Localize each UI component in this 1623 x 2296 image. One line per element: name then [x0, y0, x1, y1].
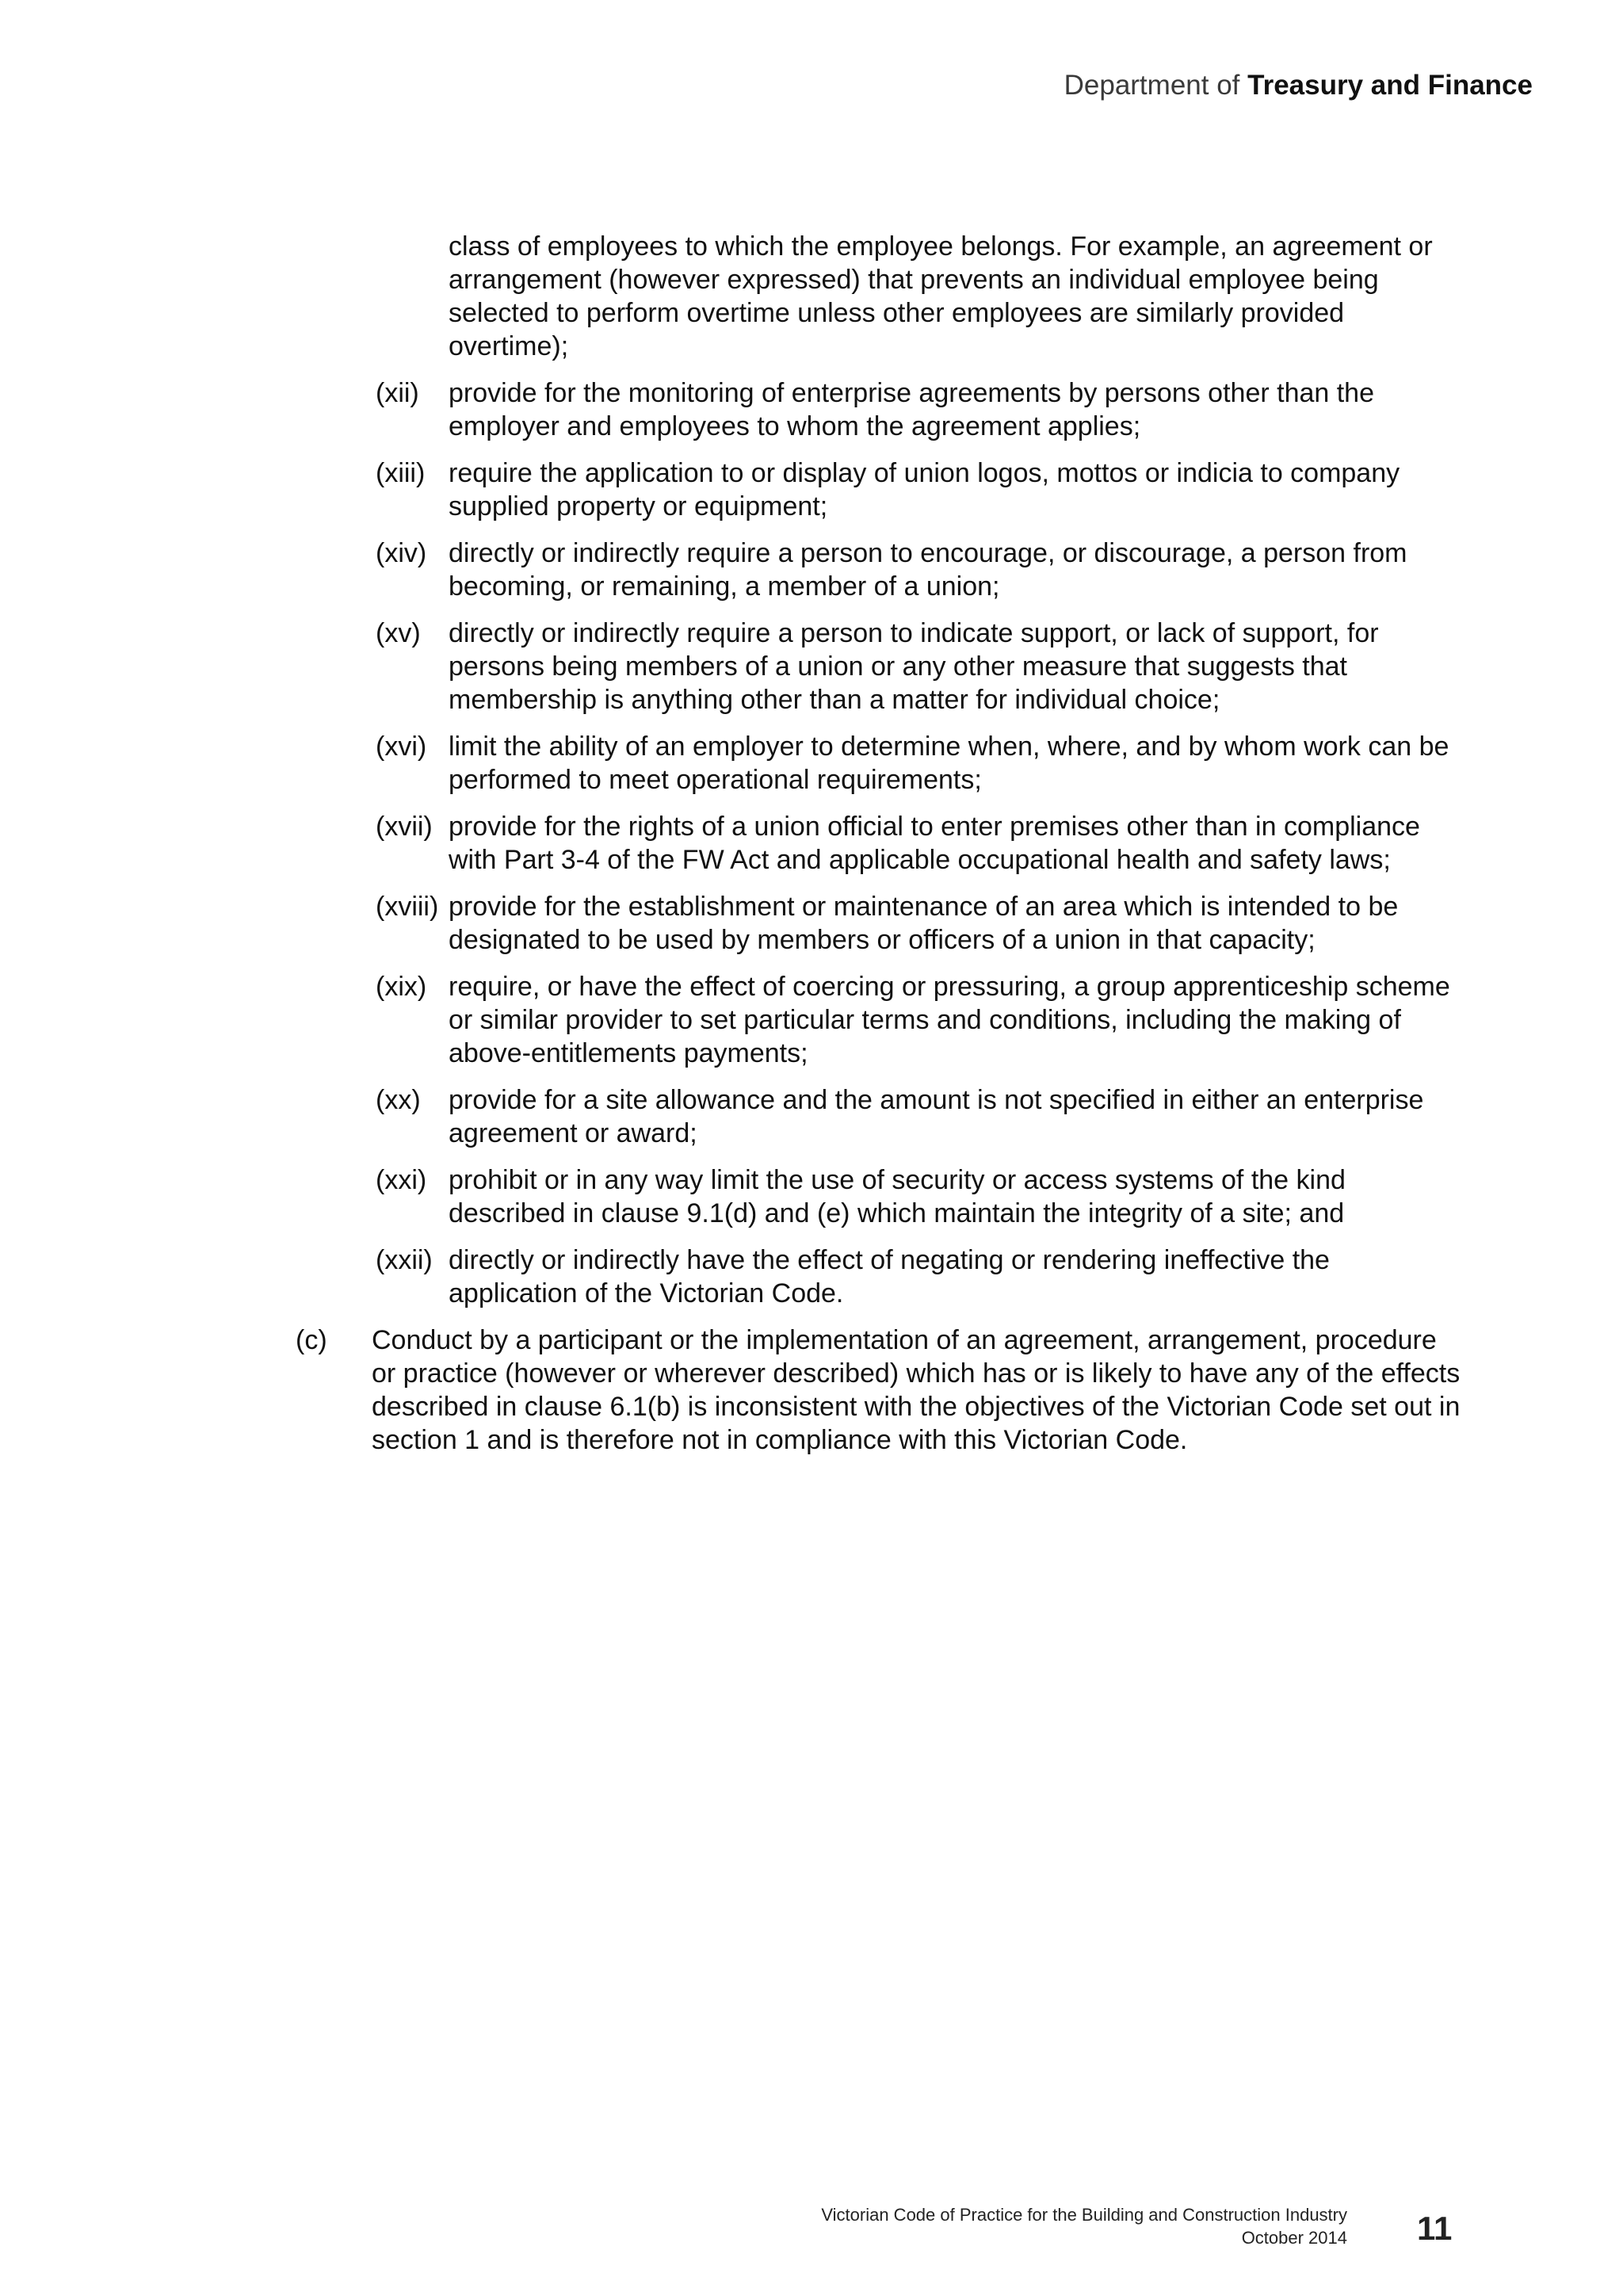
list-item-text: provide for the rights of a union official to enter premises other than in compliance with Part 3-4 of the FW Act and applicable occupational health and safety laws; [449, 812, 1420, 875]
list-item-marker: (xv) [376, 618, 421, 648]
list-item [376, 1244, 1463, 1310]
list-item-marker: (xxi) [376, 1165, 427, 1195]
footer-date: October 2014 [1241, 2228, 1347, 2248]
list-item-marker: (xii) [376, 378, 419, 408]
clause-item-c [296, 1324, 1465, 1457]
list-item-text: directly or indirectly require a person to encourage, or discourage, a person from becoming, or remaining, a member of a union; [449, 538, 1407, 602]
list-item-text: provide for the establishment or maintenance of an area which is intended to be designated to be used by members or officers of a union in that capacity; [449, 892, 1399, 955]
document-body [0, 230, 1623, 1457]
clause-item-marker: (c) [296, 1325, 327, 1355]
list-item-text: require, or have the effect of coercing or pressuring, a group apprenticeship scheme or similar provider to set particular terms and conditions, including the making of above-entitlements payments; [449, 972, 1450, 1068]
page-footer [821, 2203, 1347, 2249]
list-item-text: limit the ability of an employer to determine when, where, and by whom work can be performed to meet operational requirements; [449, 732, 1449, 795]
list-item-text: provide for the monitoring of enterprise agreements by persons other than the employer and employees to whom the agreement applies; [449, 378, 1375, 441]
list-item [376, 617, 1463, 716]
list-item [376, 537, 1463, 603]
list-item-marker: (xiii) [376, 458, 426, 488]
list-item-text: directly or indirectly require a person to indicate support, or lack of support, for persons being members of a union or any other measure that suggests that membership is anything other than a matter for individual choice; [449, 618, 1379, 715]
list-item-marker: (xx) [376, 1085, 421, 1115]
list-item [376, 810, 1463, 877]
list-item [376, 376, 1463, 443]
list-item [376, 970, 1463, 1070]
list-item-marker: (xiv) [376, 538, 427, 568]
list-item-text: require the application to or display of union logos, mottos or indicia to company supplied property or equipment; [449, 458, 1400, 521]
list-item-marker: (xxii) [376, 1245, 433, 1275]
list-item [376, 457, 1463, 523]
page-number: 11 [1417, 2210, 1453, 2247]
list-item-marker: (xvi) [376, 732, 427, 762]
list-item-marker: (xix) [376, 972, 427, 1002]
list-item-marker: (xvii) [376, 812, 433, 842]
list-item-text: prohibit or in any way limit the use of security or access systems of the kind described in clause 9.1(d) and (e) which maintain the integrity of a site; and [449, 1165, 1346, 1228]
header-dept-name: Treasury and Finance [1247, 70, 1533, 101]
page-header [1064, 70, 1533, 101]
list-item-marker: (xviii) [376, 892, 439, 922]
list-item [376, 1163, 1463, 1230]
list-item [376, 730, 1463, 797]
header-dept-prefix: Department of [1064, 70, 1240, 101]
list-item [376, 890, 1463, 957]
footer-doc-title: Victorian Code of Practice for the Building and Construction Industry [821, 2205, 1347, 2225]
continued-paragraph: class of employees to which the employee belongs. For example, an agreement or arrangement (however expressed) that prevents an individual employee being selected to perform overtime unless other employees are similarly provided overtime); [449, 231, 1433, 361]
list-item [376, 1083, 1463, 1150]
list-item-text: provide for a site allowance and the amount is not specified in either an enterprise agreement or award; [449, 1085, 1424, 1148]
list-item-text: directly or indirectly have the effect of negating or rendering ineffective the application of the Victorian Code. [449, 1245, 1330, 1308]
clause-item-text: Conduct by a participant or the implementation of an agreement, arrangement, procedure or practice (however or wherever described) which has or is likely to have any of the effects described in clause 6.1(b) is inconsistent with the objectives of the Victorian Code set out in section 1 and is therefore not in compliance with this Victorian Code. [372, 1325, 1461, 1455]
